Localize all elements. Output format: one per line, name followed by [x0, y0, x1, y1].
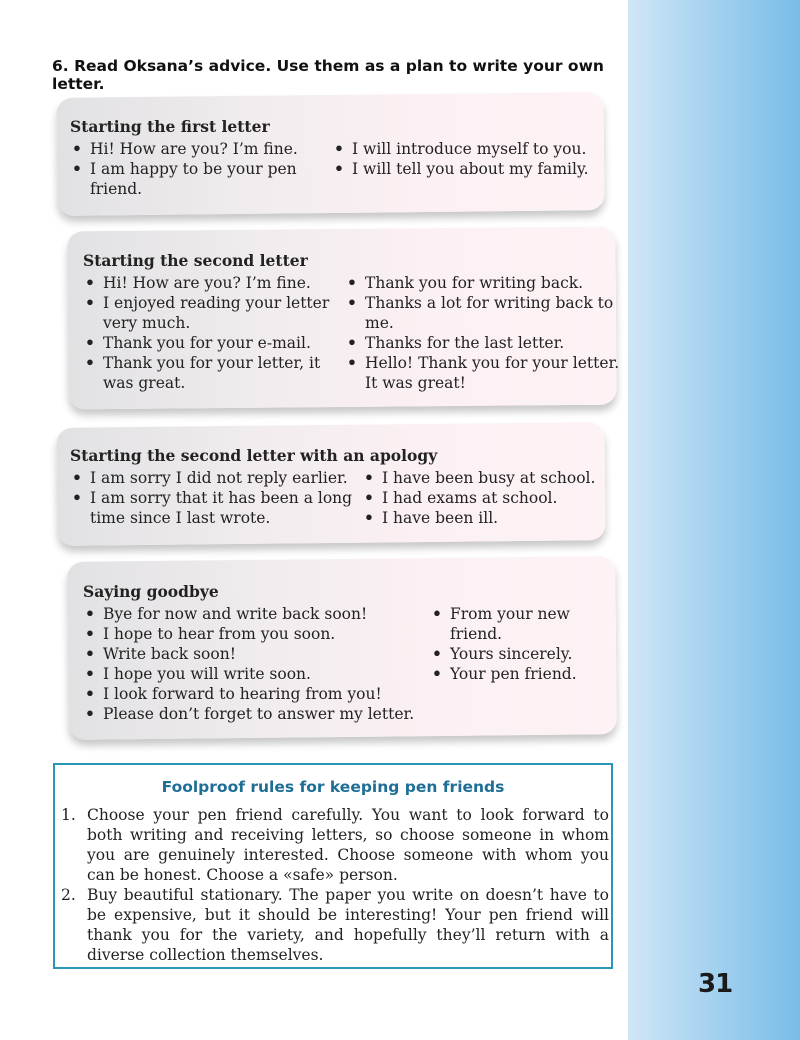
task-instruction: 6. Read Oksana’s advice. Use them as a plan to write your own letter.: [52, 57, 604, 93]
list-item: • I am happy to be your pen friend.: [70, 159, 332, 199]
rule-number: 2.: [61, 886, 76, 904]
section-heading: Starting the first letter: [70, 117, 270, 136]
list-item: • I hope you will write soon.: [83, 664, 430, 684]
section-heading: Saying goodbye: [83, 582, 219, 601]
list-item: • I look forward to hearing from you!: [83, 684, 430, 704]
list-item: • I will introduce myself to you.: [332, 139, 610, 159]
list-item: • I will tell you about my family.: [332, 159, 610, 179]
list-item: • Hello! Thank you for your letter. It was great!: [345, 353, 623, 393]
rules-box: [53, 763, 613, 969]
rules-list: [61, 805, 609, 965]
section-heading: Starting the second letter: [83, 251, 308, 270]
list-item: • I have been busy at school.: [362, 468, 610, 488]
list-item: • I am sorry I did not reply earlier.: [70, 468, 362, 488]
list-item: • Thank you for writing back.: [345, 273, 623, 293]
list-item: • Please don’t forget to answer my letter.: [83, 704, 430, 724]
rule-item: [61, 885, 609, 965]
list-item: • Thanks for the last letter.: [345, 333, 623, 353]
list-item: • Hi! How are you? I’m fine.: [83, 273, 345, 293]
section-first-letter: [70, 117, 610, 199]
page-number: 31: [698, 969, 733, 999]
list-item: • I enjoyed reading your letter very much.: [83, 293, 345, 333]
list-item: • Bye for now and write back soon!: [83, 604, 430, 624]
section-heading: Starting the second letter with an apology: [70, 446, 438, 465]
list-item: • I had exams at school.: [362, 488, 610, 508]
list-item: • Thank you for your e-mail.: [83, 333, 345, 353]
section-second-letter: [83, 251, 623, 393]
list-item: • From your new friend.: [430, 604, 603, 644]
rule-text: Buy beautiful stationary. The paper you write on doesn’t have to be expensive, but it should be interesting! Your pen friend will thank you for the variety, and hopefully they’ll return with a diverse collection themselves.: [87, 886, 609, 964]
list-item: • I hope to hear from you soon.: [83, 624, 430, 644]
list-item: • I am sorry that it has been a long time since I last wrote.: [70, 488, 362, 528]
list-item: • Write back soon!: [83, 644, 430, 664]
list-item: • Yours sincerely.: [430, 644, 603, 664]
rule-number: 1.: [61, 806, 76, 824]
side-color-strip: [628, 0, 800, 1040]
rule-item: [61, 805, 609, 885]
list-item: • Thank you for your letter, it was great.: [83, 353, 345, 393]
rule-text: Choose your pen friend carefully. You want to look forward to both writing and receiving letters, so choose someone in whom you are genuinely interested. Choose someone with whom you can be honest. Choose a «safe» person.: [87, 806, 609, 884]
section-saying-goodbye: [83, 582, 603, 724]
list-item: • Your pen friend.: [430, 664, 603, 684]
list-item: • Thanks a lot for writing back to me.: [345, 293, 623, 333]
list-item: • I have been ill.: [362, 508, 610, 528]
section-apology: [70, 446, 610, 528]
list-item: • Hi! How are you? I’m fine.: [70, 139, 332, 159]
rules-title: Foolproof rules for keeping pen friends: [161, 778, 505, 796]
